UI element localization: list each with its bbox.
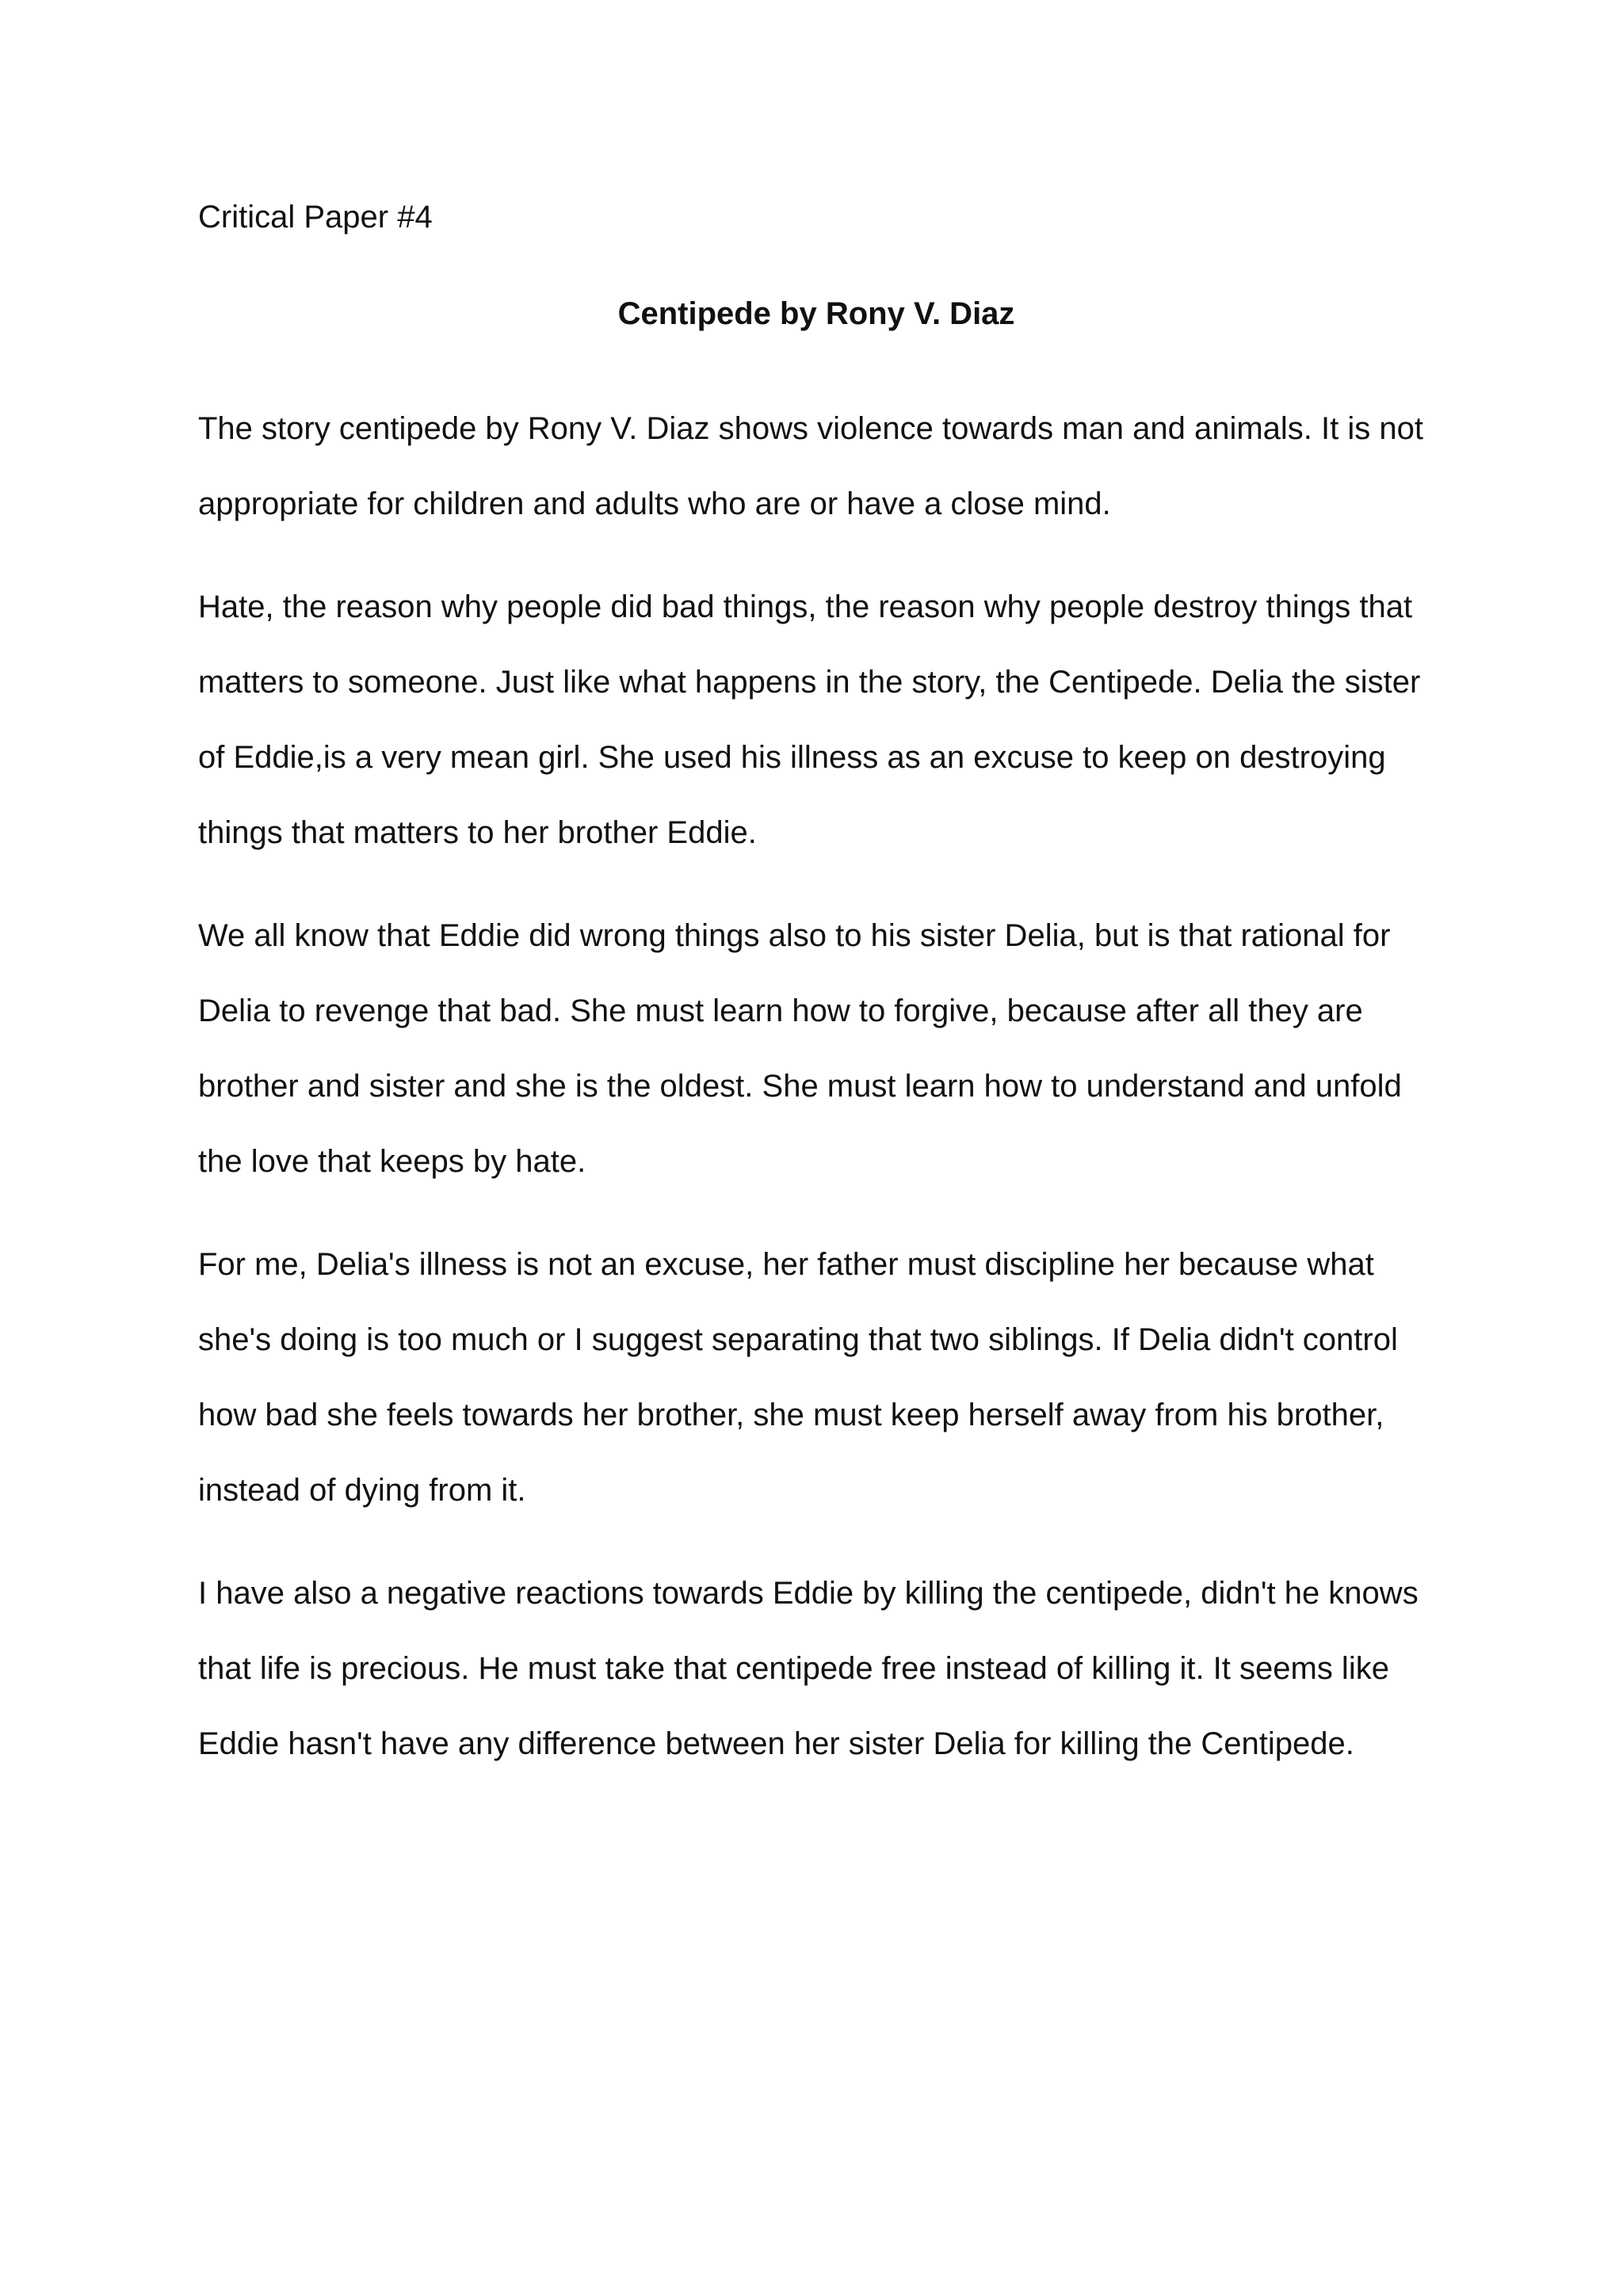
document-body (198, 193, 1434, 1810)
paragraph-1: The story centipede by Rony V. Diaz shows violence towards man and animals. It is not appropriate for children and adults who are or have a close mind. (198, 411, 1423, 521)
paragraph-2: Hate, the reason why people did bad things, the reason why people destroy things that matters to someone. Just like what happens in the story, the Centipede. Delia the sister of Eddie,is a very mean girl. She used his illness as an excuse to keep on destroying things that matters to her brother Eddie. (198, 589, 1421, 850)
paper-heading: Critical Paper #4 (198, 200, 433, 235)
paragraph-3: We all know that Eddie did wrong things also to his sister Delia, but is that rational for Delia to revenge that bad. She must learn how to forgive, because after all they are brother and sister and she is the oldest. She must learn how to understand and unfold the love that keeps by hate. (198, 918, 1402, 1179)
paragraph-4: For me, Delia's illness is not an excuse, her father must discipline her because what she's doing is too much or I suggest separating that two siblings. If Delia didn't control how bad she feels towards her brother, she must keep herself away from his brother, instead of dying from it. (198, 1247, 1398, 1508)
paper-title: Centipede by Rony V. Diaz (617, 296, 1015, 331)
paragraph-5: I have also a negative reactions towards Eddie by killing the centipede, didn't he knows that life is precious. He must take that centipede free instead of killing it. It seems like Eddie hasn't have any difference between her sister Delia for killing the Centipede. (198, 1576, 1419, 1761)
